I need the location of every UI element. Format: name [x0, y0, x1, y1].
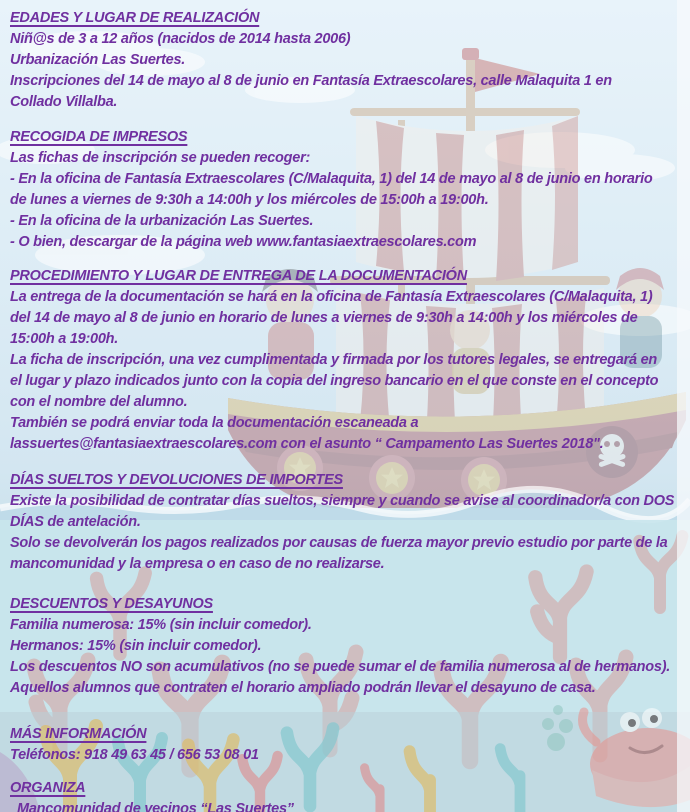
text-line: Hermanos: 15% (sin incluir comedor). [10, 638, 262, 654]
text-line: DÍAS de antelación. [10, 514, 141, 530]
text-line: Solo se devolverán los pagos realizados por causas de fuerza mayor previo estudio por parte de la [10, 535, 668, 551]
organizer-name: Mancomunidad de vecinos “Las Suertes” [17, 801, 294, 812]
text-line: Existe la posibilidad de contratar días sueltos, siempre y cuando se avise al coordinador/a con DOS [10, 493, 675, 509]
text-line: - En la oficina de la urbanización Las Suertes. [10, 213, 314, 229]
text-line: También se podrá enviar toda la documentación escaneada a [10, 415, 419, 431]
phone-numbers: Teléfonos: 918 49 63 45 / 656 53 08 01 [10, 747, 259, 763]
section-heading: MÁS INFORMACIÓN [10, 726, 147, 742]
section-heading: RECOGIDA DE IMPRESOS [10, 129, 188, 145]
text-line: Aquellos alumnos que contraten el horario ampliado podrán llevar el desayuno de casa. [10, 680, 596, 696]
text-line: La ficha de inscripción, una vez cumplimentada y firmada por los tutores legales, se entregará en [10, 352, 657, 368]
text-line: de lunes a viernes de 9:30h a 14:00h y los miércoles de 15:00h a 19:00h. [10, 192, 489, 208]
section-edades [10, 8, 686, 113]
section-mas-informacion [10, 724, 686, 766]
section-heading: DÍAS SUELTOS Y DEVOLUCIONES DE IMPORTES [10, 472, 343, 488]
section-dias-sueltos [10, 470, 686, 575]
text-line: Collado Villalba. [10, 94, 118, 110]
section-procedimiento [10, 266, 686, 455]
text-line: lassuertes@fantasiaextraescolares.com con el asunto “ Campamento Las Suertes 2018". [10, 436, 604, 452]
section-heading: EDADES Y LUGAR DE REALIZACIÓN [10, 10, 260, 26]
text-line: el lugar y plazo indicados junto con la copia del ingreso bancario en el que conste en el concepto [10, 373, 659, 389]
text-line: - O bien, descargar de la página web www.fantasiaextraescolares.com [10, 234, 477, 250]
section-organiza [10, 778, 686, 812]
text-line: Familia numerosa: 15% (sin incluir comedor). [10, 617, 312, 633]
section-heading: PROCEDIMIENTO Y LUGAR DE ENTREGA DE LA DOCUMENTACIÓN [10, 268, 467, 284]
text-line: La entrega de la documentación se hará en la oficina de Fantasía Extraescolares (C/Malaquita, 1) [10, 289, 653, 305]
section-descuentos [10, 594, 686, 699]
text-line: Niñ@s de 3 a 12 años (nacidos de 2014 hasta 2006) [10, 31, 351, 47]
text-line: del 14 de mayo al 8 de junio en horario de lunes a viernes de 9:30h a 14:00h y los miércoles de [10, 310, 638, 326]
section-heading: ORGANIZA [10, 780, 86, 796]
section-recogida [10, 127, 686, 253]
section-heading: DESCUENTOS Y DESAYUNOS [10, 596, 213, 612]
text-line: - En la oficina de Fantasía Extraescolares (C/Malaquita, 1) del 14 de mayo al 8 de junio en horario [10, 171, 653, 187]
text-line: 15:00h a 19:00h. [10, 331, 119, 347]
text-line: Los descuentos NO son acumulativos (no se puede sumar el de familia numerosa al de hermanos). [10, 659, 671, 675]
text-line: Inscripciones del 14 de mayo al 8 de junio en Fantasía Extraescolares, calle Malaquita 1 en [10, 73, 612, 89]
text-line: Las fichas de inscripción se pueden recoger: [10, 150, 311, 166]
text-line: Urbanización Las Suertes. [10, 52, 186, 68]
text-line: mancomunidad y la empresa o en caso de no realizarse. [10, 556, 385, 572]
text-line: con el nombre del alumno. [10, 394, 188, 410]
